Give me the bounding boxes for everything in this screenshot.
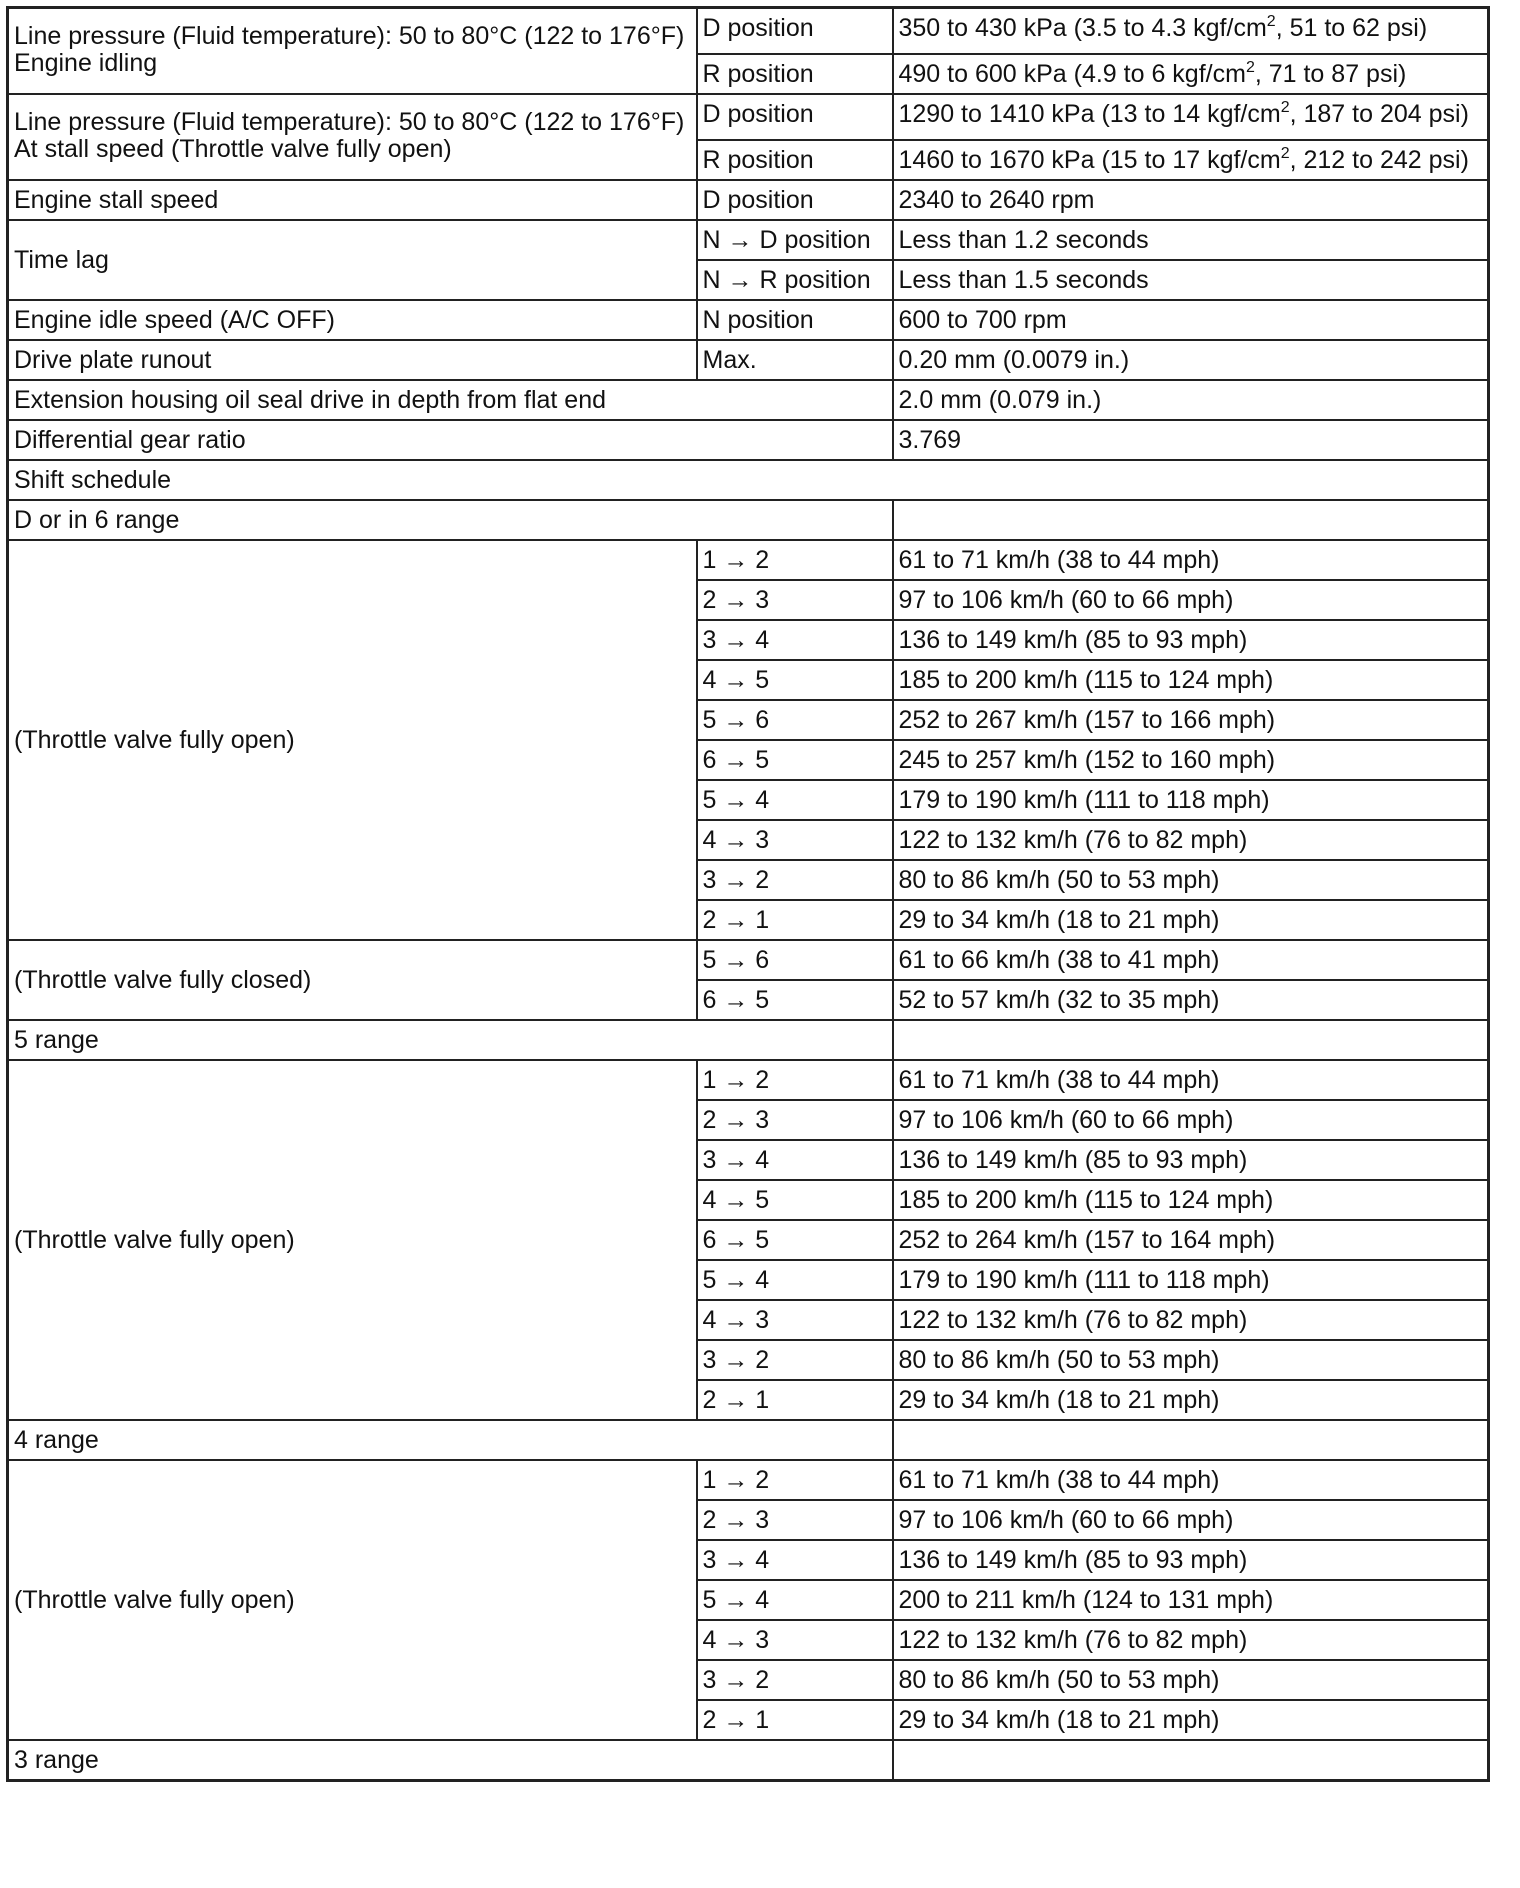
table-row [8,8,1489,55]
speed-cell: 136 to 149 km/h (85 to 93 mph) [893,1140,1489,1180]
shift-cell: 2 → 3 [697,1100,893,1140]
shift-cell: 6 → 5 [697,740,893,780]
speed-cell: 61 to 71 km/h (38 to 44 mph) [893,1060,1489,1100]
table-row [8,380,1489,420]
speed-cell: 122 to 132 km/h (76 to 82 mph) [893,820,1489,860]
speed-cell: 61 to 71 km/h (38 to 44 mph) [893,540,1489,580]
shift-cell: 4 → 3 [697,1620,893,1660]
table-row [8,340,1489,380]
speed-cell: 80 to 86 km/h (50 to 53 mph) [893,1660,1489,1700]
shift-schedule-heading: Shift schedule [8,460,1489,500]
shift-cell: 4 → 3 [697,820,893,860]
shift-cell: 3 → 4 [697,1540,893,1580]
value-cell: 2.0 mm (0.079 in.) [893,380,1489,420]
time-lag-label: Time lag [8,220,697,300]
engine-stall-speed-label: Engine stall speed [8,180,697,220]
table-row [8,500,1489,540]
shift-cell: 3 → 4 [697,620,893,660]
value-cell: 3.769 [893,420,1489,460]
speed-cell: 61 to 66 km/h (38 to 41 mph) [893,940,1489,980]
throttle-closed-label: (Throttle valve fully closed) [8,940,697,1020]
speed-cell: 80 to 86 km/h (50 to 53 mph) [893,1340,1489,1380]
oil-seal-depth-label: Extension housing oil seal drive in depth from flat end [8,380,893,420]
shift-cell: 3 → 2 [697,860,893,900]
value-cell: 2340 to 2640 rpm [893,180,1489,220]
shift-cell: 6 → 5 [697,1220,893,1260]
shift-cell: 4 → 5 [697,1180,893,1220]
position-cell: D position [697,180,893,220]
shift-cell: 3 → 2 [697,1340,893,1380]
table-row [8,180,1489,220]
table-row [8,220,1489,260]
throttle-open-label: (Throttle valve fully open) [8,1060,697,1420]
shift-cell: 4 → 5 [697,660,893,700]
shift-cell: 2 → 1 [697,1700,893,1740]
position-cell: N → R position [697,260,893,300]
speed-cell: 185 to 200 km/h (115 to 124 mph) [893,660,1489,700]
table-row [8,940,1489,980]
shift-cell: 2 → 3 [697,1500,893,1540]
shift-cell: 5 → 6 [697,940,893,980]
range4-heading: 4 range [8,1420,893,1460]
shift-cell: 3 → 4 [697,1140,893,1180]
diff-gear-ratio-label: Differential gear ratio [8,420,893,460]
value-cell: 1290 to 1410 kPa (13 to 14 kgf/$cm^2$, 187 to 204 psi) [893,94,1489,140]
table-row [8,1740,1489,1781]
table-row [8,460,1489,500]
value-cell [893,500,1489,540]
range3-heading: 3 range [8,1740,893,1781]
speed-cell: 29 to 34 km/h (18 to 21 mph) [893,1380,1489,1420]
speed-cell: 252 to 267 km/h (157 to 166 mph) [893,700,1489,740]
speed-cell: 80 to 86 km/h (50 to 53 mph) [893,860,1489,900]
position-cell: N position [697,300,893,340]
value-cell: Less than 1.2 seconds [893,220,1489,260]
engine-idle-speed-label: Engine idle speed (A/C OFF) [8,300,697,340]
spec-table [6,6,1490,1782]
speed-cell: 97 to 106 km/h (60 to 66 mph) [893,1500,1489,1540]
value-cell [893,1420,1489,1460]
table-row [8,300,1489,340]
speed-cell: 61 to 71 km/h (38 to 44 mph) [893,1460,1489,1500]
position-cell: D position [697,94,893,140]
speed-cell: 185 to 200 km/h (115 to 124 mph) [893,1180,1489,1220]
shift-cell: 1 → 2 [697,540,893,580]
value-cell: 600 to 700 rpm [893,300,1489,340]
position-cell: D position [697,8,893,55]
range5-heading: 5 range [8,1020,893,1060]
throttle-open-label: (Throttle valve fully open) [8,1460,697,1740]
speed-cell: 97 to 106 km/h (60 to 66 mph) [893,1100,1489,1140]
position-cell: N → D position [697,220,893,260]
throttle-open-label: (Throttle valve fully open) [8,540,697,940]
speed-cell: 29 to 34 km/h (18 to 21 mph) [893,1700,1489,1740]
line-pressure-idle-label: Line pressure (Fluid temperature): 50 to 80°C (122 to 176°F) Engine idling [8,8,697,95]
shift-cell: 3 → 2 [697,1660,893,1700]
value-cell [893,1740,1489,1781]
shift-cell: 2 → 1 [697,900,893,940]
speed-cell: 97 to 106 km/h (60 to 66 mph) [893,580,1489,620]
table-row [8,1060,1489,1100]
value-cell: 350 to 430 kPa (3.5 to 4.3 kgf/$cm^2$, 51 to 62 psi) [893,8,1489,55]
value-cell: 490 to 600 kPa (4.9 to 6 kgf/$cm^2$, 71 to 87 psi) [893,54,1489,94]
shift-cell: 2 → 3 [697,580,893,620]
shift-cell: 1 → 2 [697,1060,893,1100]
value-cell [893,1020,1489,1060]
table-row [8,1420,1489,1460]
speed-cell: 136 to 149 km/h (85 to 93 mph) [893,1540,1489,1580]
speed-cell: 252 to 264 km/h (157 to 164 mph) [893,1220,1489,1260]
table-row [8,1020,1489,1060]
speed-cell: 179 to 190 km/h (111 to 118 mph) [893,780,1489,820]
d-range-heading: D or in 6 range [8,500,893,540]
speed-cell: 136 to 149 km/h (85 to 93 mph) [893,620,1489,660]
value-cell: Less than 1.5 seconds [893,260,1489,300]
shift-cell: 4 → 3 [697,1300,893,1340]
shift-cell: 1 → 2 [697,1460,893,1500]
shift-cell: 5 → 4 [697,780,893,820]
shift-cell: 5 → 6 [697,700,893,740]
value-cell: 1460 to 1670 kPa (15 to 17 kgf/$cm^2$, 212 to 242 psi) [893,140,1489,180]
speed-cell: 179 to 190 km/h (111 to 118 mph) [893,1260,1489,1300]
value-cell: 0.20 mm (0.0079 in.) [893,340,1489,380]
speed-cell: 200 to 211 km/h (124 to 131 mph) [893,1580,1489,1620]
speed-cell: 122 to 132 km/h (76 to 82 mph) [893,1300,1489,1340]
shift-cell: 6 → 5 [697,980,893,1020]
table-row [8,540,1489,580]
speed-cell: 245 to 257 km/h (152 to 160 mph) [893,740,1489,780]
line-pressure-stall-label: Line pressure (Fluid temperature): 50 to 80°C (122 to 176°F) At stall speed (Throttle valve fully open) [8,94,697,180]
position-cell: Max. [697,340,893,380]
shift-cell: 2 → 1 [697,1380,893,1420]
speed-cell: 122 to 132 km/h (76 to 82 mph) [893,1620,1489,1660]
spec-table-body [8,8,1489,1781]
speed-cell: 29 to 34 km/h (18 to 21 mph) [893,900,1489,940]
table-row [8,94,1489,140]
position-cell: R position [697,140,893,180]
table-row [8,1460,1489,1500]
speed-cell: 52 to 57 km/h (32 to 35 mph) [893,980,1489,1020]
shift-cell: 5 → 4 [697,1580,893,1620]
position-cell: R position [697,54,893,94]
shift-cell: 5 → 4 [697,1260,893,1300]
table-row [8,420,1489,460]
drive-plate-runout-label: Drive plate runout [8,340,697,380]
